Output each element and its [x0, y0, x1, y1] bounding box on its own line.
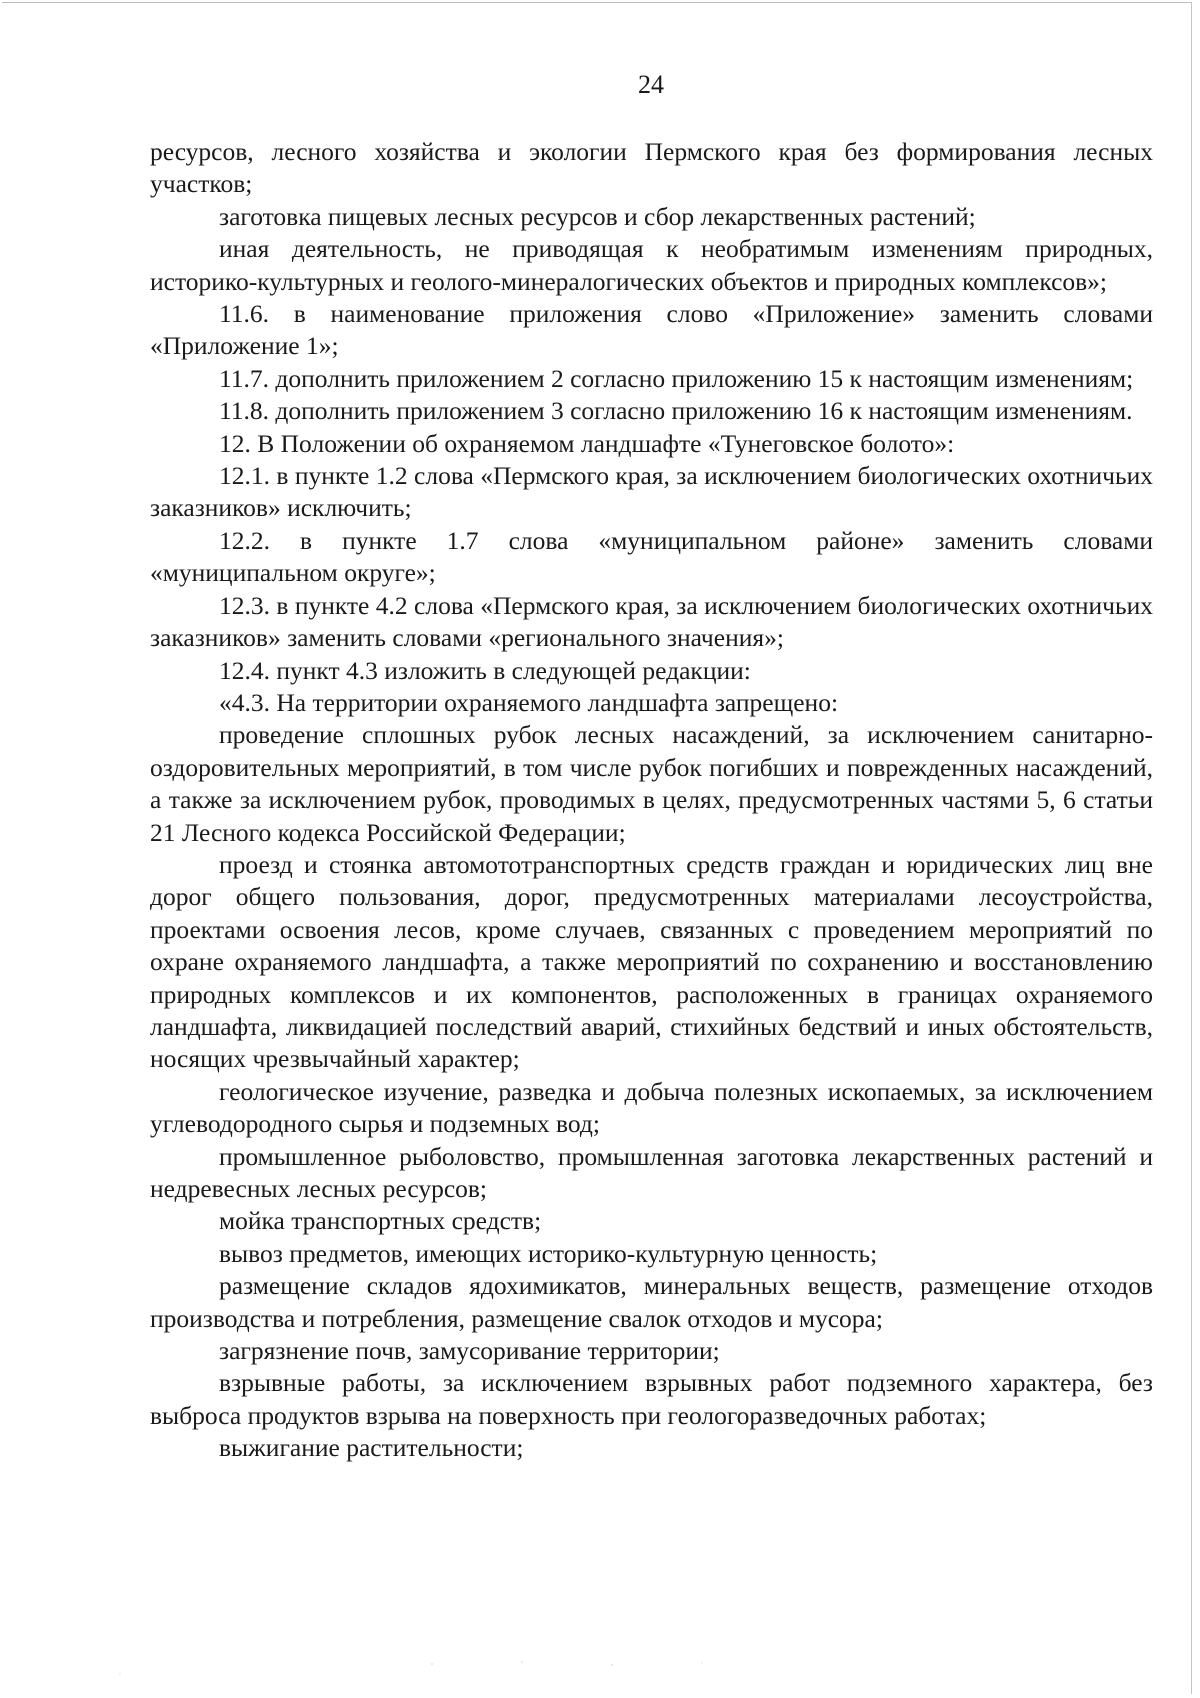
page-number: 24 — [638, 70, 664, 99]
paragraph: 12. В Положении об охраняемом ландшафте «Тунеговское болото»: — [219, 428, 955, 458]
paragraph: загрязнение почв, замусоривание территории; — [219, 1336, 720, 1366]
paragraph: 12.2. в пункте 1.7 слова «муниципальном районе» заменить словами «муниципальном округе»; — [150, 525, 1153, 588]
document-body — [150, 136, 1153, 1465]
paragraph: 11.7. дополнить приложением 2 согласно приложению 15 к настоящим изменениям; — [219, 363, 1134, 393]
paragraph: иная деятельность, не приводящая к необратимым изменениям природных, историко-культурных и геолого-минералогических объектов и природных комплексов»; — [150, 234, 1153, 296]
paragraph: «4.3. На территории охраняемого ландшафта запрещено: — [219, 687, 839, 717]
document-page — [2, 2, 1192, 1694]
paragraph: проведение сплошных рубок лесных насаждений, за исключением санитарно-оздоровительных мероприятий, в том числе рубок погибших и поврежденных насаждений, а также за исключением рубок, проводимых в целях, предусмотренных частями 5, 6 статьи 21 Лесного кодекса Российской Федерации; — [150, 720, 1153, 847]
paragraph: мойка транспортных средств; — [219, 1206, 542, 1236]
paragraph: проезд и стоянка автомототранспортных средств граждан и юридических лиц вне дорог общего пользования, дорог, предусмотренных материалами лесоустройства, проектами освоения лесов, кроме случаев, связанных с проведением мероприятий по охране охраняемого ландшафта, а также мероприятий по сохранению и восстановлению природных комплексов и их компонентов, расположенных в границах охраняемого ландшафта, ликвидацией последствий аварий, стихийных бедствий и иных обстоятельств, носящих чрезвычайный характер; — [150, 849, 1153, 1074]
scan-artifacts — [2, 1634, 1200, 1694]
paragraph: промышленное рыболовство, промышленная заготовка лекарственных растений и недревесных лесных ресурсов; — [150, 1141, 1153, 1203]
paragraph: заготовка пищевых лесных ресурсов и сбор лекарственных растений; — [219, 201, 976, 231]
paragraph: выжигание растительности; — [219, 1433, 524, 1463]
paragraph: взрывные работы, за исключением взрывных работ подземного характера, без выброса продуктов взрыва на поверхность при геологоразведочных работах; — [150, 1368, 1153, 1430]
paragraph: 12.1. в пункте 1.2 слова «Пермского края, за исключением биологических охотничьих заказников» исключить; — [150, 461, 1153, 523]
paragraph: 12.3. в пункте 4.2 слова «Пермского края, за исключением биологических охотничьих заказников» заменить словами «регионального значения»; — [150, 590, 1153, 653]
paragraph: вывоз предметов, имеющих историко-культурную ценность; — [219, 1238, 878, 1268]
paragraph: размещение складов ядохимикатов, минеральных веществ, размещение отходов производства и потребления, размещение свалок отходов и мусора; — [150, 1271, 1153, 1333]
paragraph: геологическое изучение, разведка и добыча полезных ископаемых, за исключением углеводородного сырья и подземных вод; — [150, 1076, 1153, 1139]
paragraph: ресурсов, лесного хозяйства и экологии Пермского края без формирования лесных участков; — [150, 137, 1153, 199]
paragraph: 12.4. пункт 4.3 изложить в следующей редакции: — [219, 655, 751, 685]
paragraph: 11.8. дополнить приложением 3 согласно приложению 16 к настоящим изменениям. — [219, 396, 1133, 426]
paragraph: 11.6. в наименование приложения слово «Приложение» заменить словами «Приложение 1»; — [150, 299, 1153, 361]
